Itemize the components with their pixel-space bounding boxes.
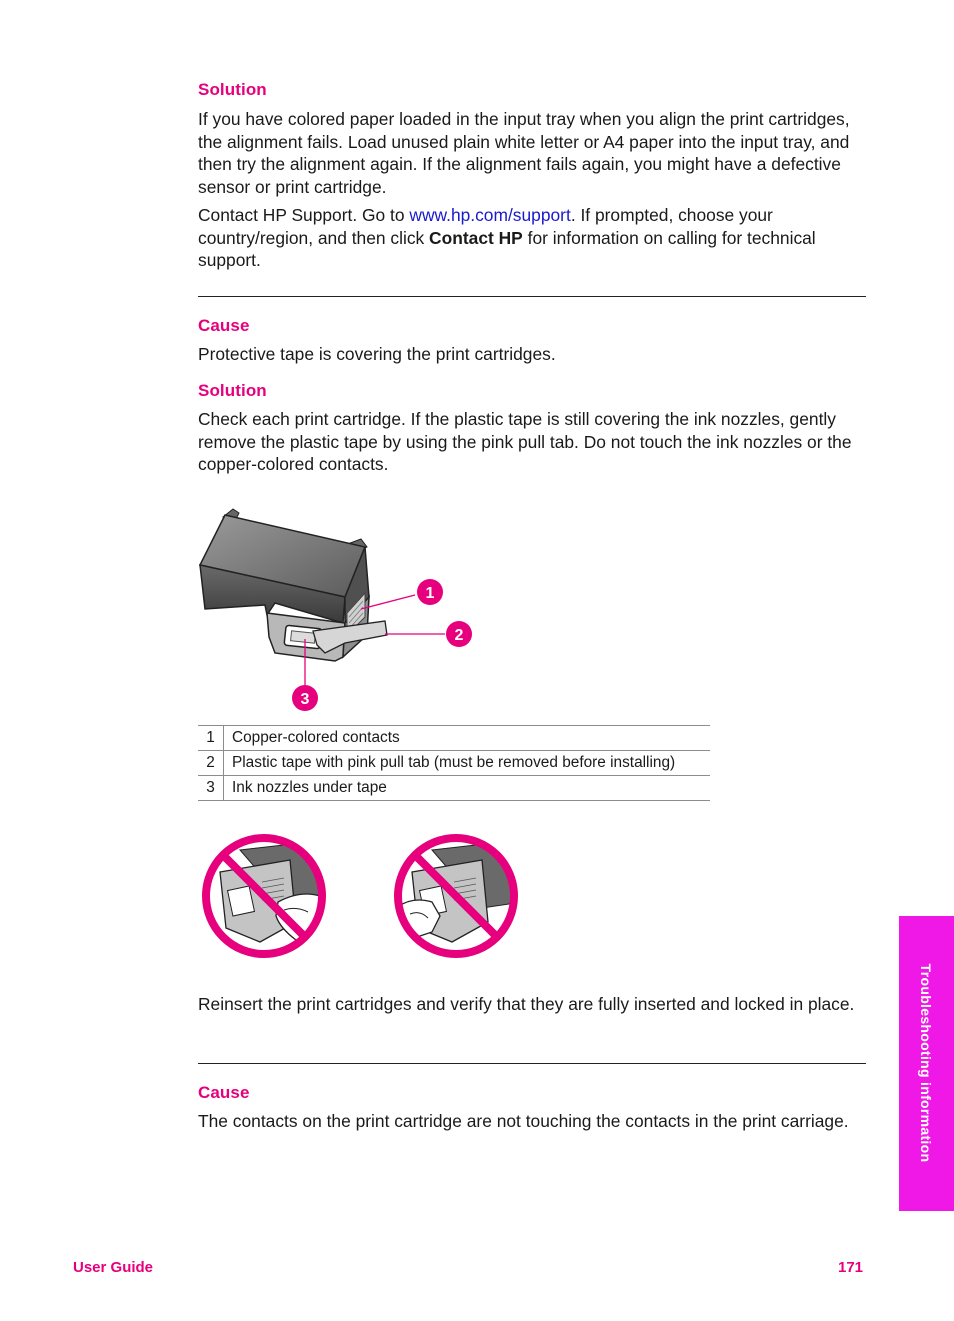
callout-marker-1 [417,579,443,605]
solution-heading: Solution [198,80,267,99]
chapter-side-tab-label: Troubleshooting information [918,963,934,1163]
footer-guide-title: User Guide [73,1259,154,1276]
callout-label: Plastic tape with pink pull tab (must be removed before installing) [224,751,711,776]
do-not-touch-nozzles-illustration [392,832,522,960]
contact-text-mid: . If prompted, choose your country/region, and then click [198,205,773,248]
solution-paragraph: If you have colored paper loaded in the input tray when you align the print cartridges, the alignment fails. Load unused plain white letter or A4 paper into the input tray, and then try the alignment again. If the alignment fails again, you might have a defective sensor or print cartridge. [198,109,850,197]
svg-text:1: 1 [425,585,435,602]
print-cartridge-illustration [195,505,480,720]
do-not-touch-contacts-illustration [200,832,330,960]
solution-heading: Solution [198,381,267,400]
callout-label: Ink nozzles under tape [224,776,711,801]
contact-text-pre: Contact HP Support. Go to [198,205,410,225]
cause-paragraph: Protective tape is covering the print cartridges. [198,344,556,364]
section-divider [198,1063,866,1064]
contact-paragraph [198,204,870,272]
callout-marker-3 [292,685,318,711]
reinsert-paragraph: Reinsert the print cartridges and verify that they are fully inserted and locked in place. [198,994,855,1014]
callout-label: Copper-colored contacts [224,726,711,751]
svg-text:3: 3 [300,691,310,708]
chapter-side-tab [899,916,954,1211]
contact-text-post: for information on calling for technical support. [198,227,816,271]
contact-hp-bold: Contact HP [429,227,523,248]
hp-support-link[interactable]: www.hp.com/support [409,205,571,225]
table-row [198,726,710,751]
table-row [198,751,710,776]
cause-heading: Cause [198,1083,250,1102]
cause-paragraph: The contacts on the print cartridge are not touching the contacts in the print carriage. [198,1111,849,1131]
callout-number: 3 [198,776,224,801]
page-number: 171 [838,1259,864,1276]
svg-text:2: 2 [454,627,464,644]
callout-number: 2 [198,751,224,776]
solution-paragraph: Check each print cartridge. If the plastic tape is still covering the ink nozzles, gently remove the plastic tape by using the pink pull tab. Do not touch the ink nozzles or the copper-colored contacts. [198,409,852,475]
cause-heading: Cause [198,316,250,335]
table-row [198,776,710,801]
callout-marker-2 [446,621,472,647]
callout-table [198,725,710,801]
callout-number: 1 [198,726,224,751]
section-divider [198,296,866,297]
